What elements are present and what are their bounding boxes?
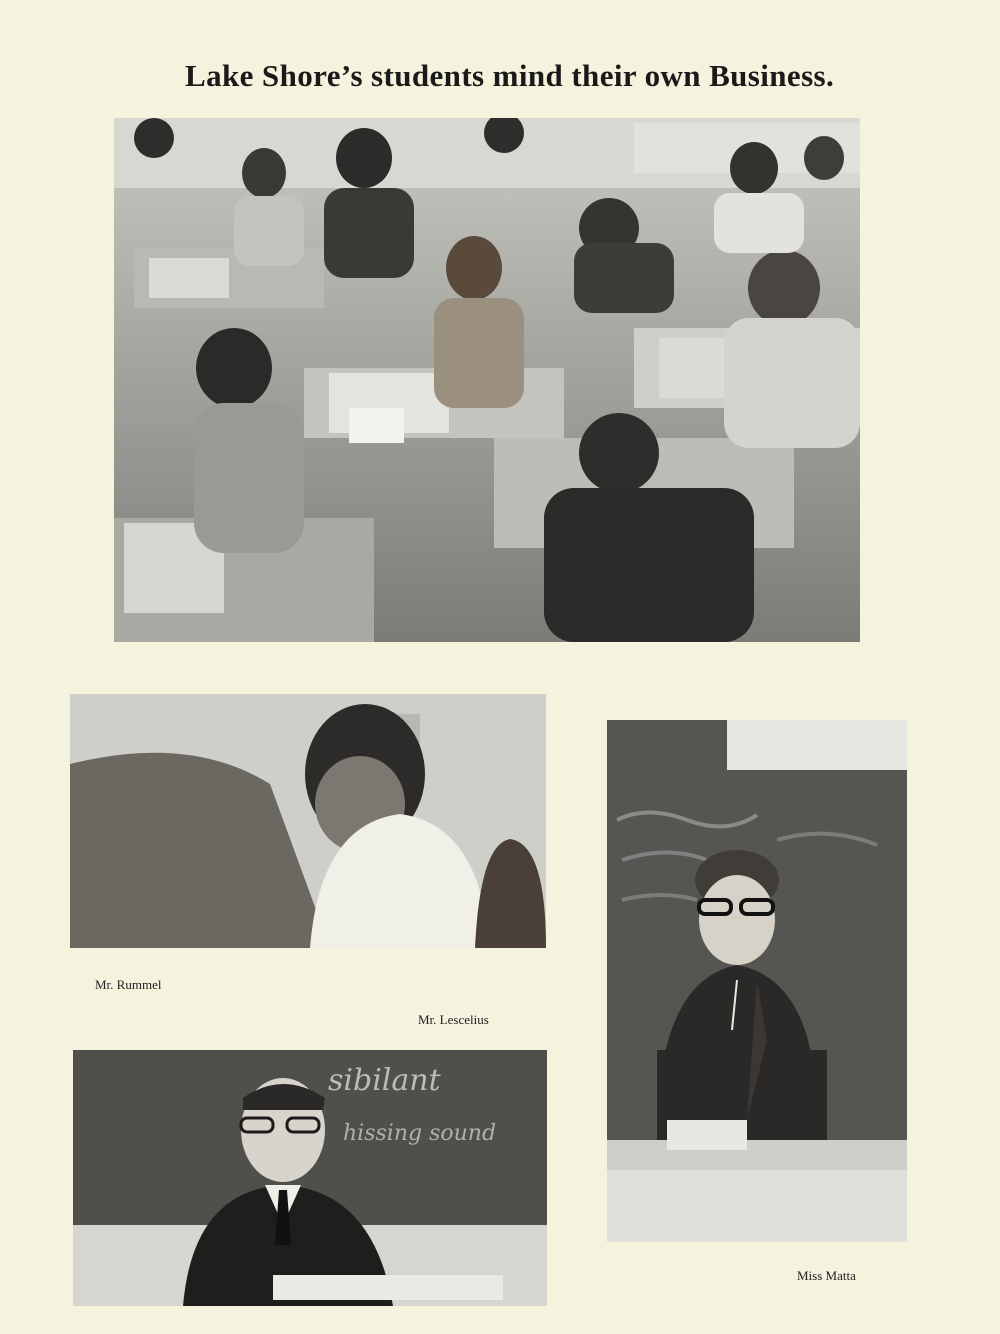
page-title: Lake Shore’s students mind their own Business. [185,58,835,93]
matta-photo [607,720,907,1242]
caption-rummel: Mr. Rummel [95,977,162,992]
matta-photo-image [607,720,907,1242]
lescelius-photo-image [73,1050,547,1306]
classroom-photo [114,118,860,642]
chalkboard-word-2: hissing sound [343,1121,497,1146]
rummel-photo [70,694,546,948]
caption-matta: Miss Matta [797,1268,856,1283]
classroom-photo-image [114,118,860,642]
lescelius-photo [73,1050,547,1306]
caption-lescelius: Mr. Lescelius [418,1012,489,1027]
chalkboard-word-1: sibilant [328,1063,441,1098]
rummel-photo-image [70,694,546,948]
